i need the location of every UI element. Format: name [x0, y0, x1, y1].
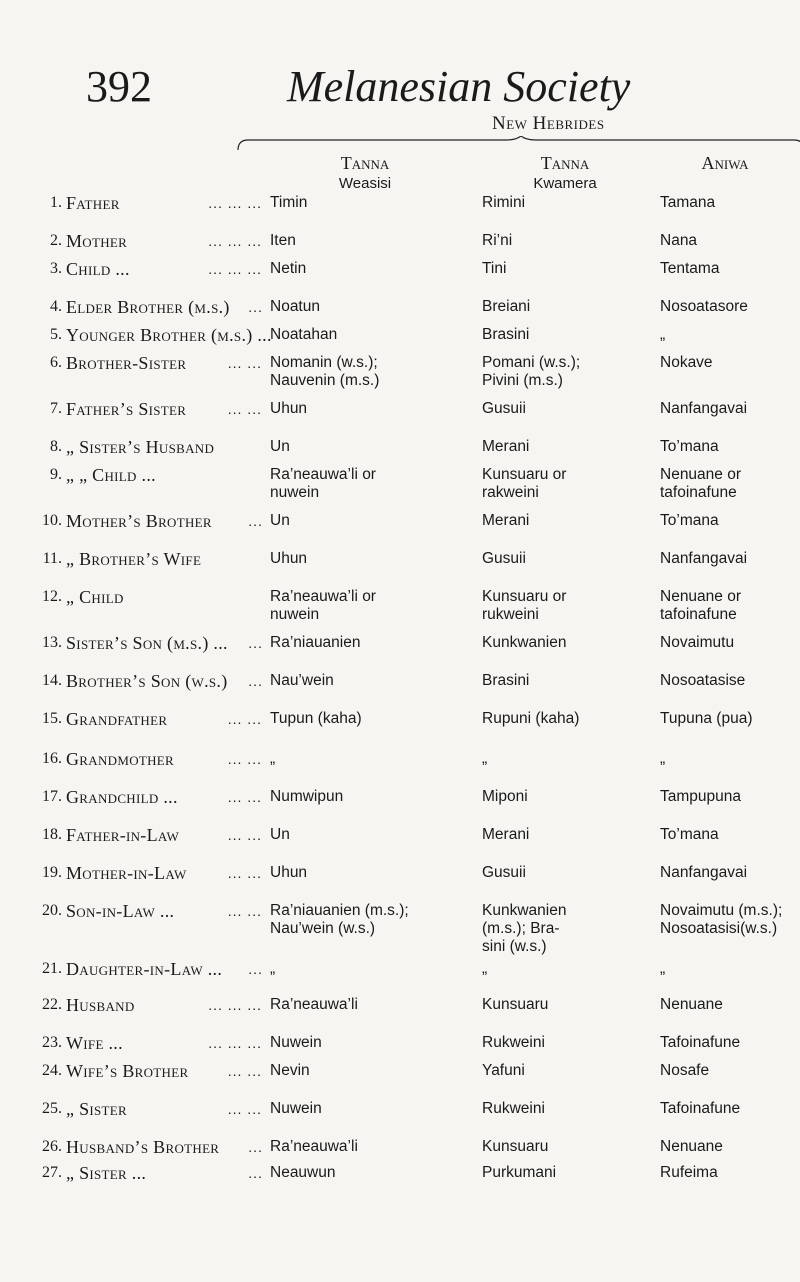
row-number: 22.	[42, 996, 62, 1013]
aniwa-value: Nanfangavai	[660, 400, 748, 417]
tanna-weasisi-value: Ra’neauwa’li or nuwein	[270, 466, 376, 501]
tanna-kwamera-value: Kunkwanien	[482, 634, 567, 651]
leader-dots: ... ...	[227, 865, 262, 881]
row-number: 18.	[42, 826, 62, 843]
tanna-weasisi-value: Netin	[270, 260, 307, 277]
kin-term: Mother-in-Law	[66, 863, 187, 883]
kin-term: Husband	[66, 995, 135, 1015]
row-number: 24.	[42, 1062, 62, 1079]
aniwa-value: „	[660, 960, 666, 977]
kin-term: Wife’s Brother	[66, 1061, 189, 1081]
row-number: 26.	[42, 1138, 62, 1155]
tanna-weasisi-value: Un	[270, 512, 290, 529]
tanna-kwamera-value: Purkumani	[482, 1164, 557, 1181]
tanna-kwamera-value: Merani	[482, 512, 530, 529]
leader-dots: ... ...	[227, 903, 262, 919]
tanna-kwamera-value: Pomani (w.s.); Pivini (m.s.)	[482, 354, 581, 389]
tanna-kwamera-value: Brasini	[482, 672, 530, 689]
leader-dots: ...	[248, 635, 263, 651]
tanna-kwamera-value: Merani	[482, 438, 530, 455]
row-number: 5.	[50, 326, 62, 343]
aniwa-value: „	[660, 326, 666, 343]
leader-dots: ... ... ...	[208, 261, 262, 277]
aniwa-value: Tupuna (pua)	[660, 710, 753, 727]
tanna-kwamera-value: Gusuii	[482, 864, 526, 881]
tanna-weasisi-value: Ra’niauanien	[270, 634, 361, 651]
page-header	[0, 62, 800, 112]
column-head-3: Aniwa	[701, 153, 749, 173]
aniwa-value: Nosoatasore	[660, 298, 748, 315]
aniwa-value: Nosoatasise	[660, 672, 746, 689]
tanna-weasisi-value: Nomanin (w.s.); Nauvenin (m.s.)	[270, 354, 380, 389]
tanna-weasisi-value: Un	[270, 826, 290, 843]
tanna-kwamera-value: Miponi	[482, 788, 528, 805]
row-number: 8.	[50, 438, 62, 455]
kin-term: Daughter-in-Law ...	[66, 959, 223, 979]
leader-dots: ... ... ...	[208, 997, 262, 1013]
row-number: 6.	[50, 354, 62, 371]
kin-term: Child ...	[66, 259, 130, 279]
leader-dots: ... ...	[227, 355, 262, 371]
kin-term: Son-in-Law ...	[66, 901, 175, 921]
tanna-kwamera-value: Kunsuaru	[482, 1138, 549, 1155]
tanna-weasisi-value: Numwipun	[270, 788, 344, 805]
tanna-weasisi-value: Un	[270, 438, 290, 455]
kin-term: Grandchild ...	[66, 787, 178, 807]
kin-term: Younger Brother (m.s.) ...	[66, 325, 272, 345]
kin-term: „ Child	[66, 587, 124, 607]
aniwa-value: Nenuane or tafoinafune	[660, 588, 742, 623]
aniwa-value: Novaimutu (m.s.); Nosoatasisi(w.s.)	[660, 902, 783, 937]
aniwa-value: Tamana	[660, 194, 716, 211]
aniwa-value: Nosafe	[660, 1062, 710, 1079]
leader-dots: ...	[248, 673, 263, 689]
kin-term: „ Sister	[66, 1099, 128, 1119]
row-number: 11.	[42, 550, 62, 567]
kin-term: „ Sister’s Husband	[66, 437, 215, 457]
tanna-kwamera-value: Kunkwanien (m.s.); Bra- sini (w.s.)	[482, 902, 567, 955]
row-number: 25.	[42, 1100, 62, 1117]
tanna-weasisi-value: Ra’neauwa’li	[270, 996, 358, 1013]
tanna-kwamera-value: Rukweini	[482, 1100, 545, 1117]
kin-term: Grandmother	[66, 749, 175, 769]
tanna-kwamera-value: „	[482, 750, 488, 767]
aniwa-value: Nenuane	[660, 996, 723, 1013]
tanna-weasisi-value: Nuwein	[270, 1100, 322, 1117]
leader-dots: ... ...	[227, 711, 262, 727]
leader-dots: ...	[248, 299, 263, 315]
column-subhead-2: Kwamera	[533, 175, 597, 192]
group-heading: New Hebrides	[492, 113, 605, 134]
tanna-kwamera-value: Rukweini	[482, 1034, 545, 1051]
tanna-weasisi-value: Ra’neauwa’li	[270, 1138, 358, 1155]
page-number: 392	[86, 62, 152, 111]
tanna-weasisi-value: Ra’niauanien (m.s.); Nau’wein (w.s.)	[270, 902, 409, 937]
row-number: 19.	[42, 864, 62, 881]
tanna-kwamera-value: Brasini	[482, 326, 530, 343]
kin-term: „ Brother’s Wife	[66, 549, 202, 569]
kin-term: „ „ Child ...	[66, 465, 156, 485]
aniwa-value: Tafoinafune	[660, 1034, 741, 1051]
aniwa-value: Nana	[660, 232, 698, 249]
row-number: 7.	[50, 400, 62, 417]
kin-term: Mother’s Brother	[66, 511, 212, 531]
row-number: 14.	[42, 672, 62, 689]
row-number: 16.	[42, 750, 62, 767]
kin-term: Father’s Sister	[66, 399, 187, 419]
tanna-weasisi-value: Timin	[270, 194, 308, 211]
tanna-kwamera-value: Tini	[482, 260, 507, 277]
row-number: 27.	[42, 1164, 62, 1181]
kin-term: Grandfather	[66, 709, 168, 729]
tanna-kwamera-value: Yafuni	[482, 1062, 525, 1079]
tanna-weasisi-value: Nevin	[270, 1062, 310, 1079]
kin-term: Wife ...	[66, 1033, 123, 1053]
aniwa-value: Tafoinafune	[660, 1100, 741, 1117]
tanna-kwamera-value: Kunsuaru or rakweini	[482, 466, 567, 501]
row-number: 9.	[50, 466, 62, 483]
tanna-weasisi-value: Uhun	[270, 400, 308, 417]
kin-term: Mother	[66, 231, 128, 251]
leader-dots: ...	[248, 1165, 263, 1181]
row-number: 12.	[42, 588, 62, 605]
kin-term: Brother’s Son (w.s.)	[66, 671, 228, 691]
leader-dots: ... ...	[227, 751, 262, 767]
column-head-1: Tanna	[340, 153, 390, 173]
row-number: 3.	[50, 260, 62, 277]
tanna-kwamera-value: Rimini	[482, 194, 526, 211]
leader-dots: ... ...	[227, 1101, 262, 1117]
leader-dots: ... ... ...	[208, 233, 262, 249]
leader-dots: ...	[248, 513, 263, 529]
aniwa-value: Nanfangavai	[660, 864, 748, 881]
kin-term: Father	[66, 193, 120, 213]
row-number: 10.	[42, 512, 62, 529]
aniwa-value: Nokave	[660, 354, 713, 371]
aniwa-value: To’mana	[660, 826, 719, 843]
aniwa-value: Tampupuna	[660, 788, 742, 805]
leader-dots: ... ...	[227, 1063, 262, 1079]
column-subhead-1: Weasisi	[338, 175, 392, 192]
kin-term: Brother-Sister	[66, 353, 187, 373]
aniwa-value: To’mana	[660, 438, 719, 455]
row-number: 4.	[50, 298, 62, 315]
tanna-kwamera-value: Gusuii	[482, 400, 526, 417]
kin-term: Elder Brother (m.s.)	[66, 297, 230, 317]
row-number: 2.	[50, 232, 62, 249]
tanna-kwamera-value: Breiani	[482, 298, 531, 315]
tanna-weasisi-value: Neauwun	[270, 1164, 336, 1181]
group-brace	[236, 136, 800, 152]
aniwa-value: „	[660, 750, 666, 767]
running-title: Melanesian Society	[287, 62, 631, 111]
aniwa-value: Novaimutu	[660, 634, 735, 651]
aniwa-value: Tentama	[660, 260, 720, 277]
aniwa-value: Nenuane	[660, 1138, 723, 1155]
tanna-kwamera-value: Merani	[482, 826, 530, 843]
tanna-kwamera-value: Kunsuaru or rukweini	[482, 588, 567, 623]
row-number: 23.	[42, 1034, 62, 1051]
leader-dots: ...	[248, 961, 263, 977]
tanna-weasisi-value: „	[270, 960, 276, 977]
aniwa-value: Nanfangavai	[660, 550, 748, 567]
row-number: 21.	[42, 960, 62, 977]
row-number: 15.	[42, 710, 62, 727]
tanna-weasisi-value: Nuwein	[270, 1034, 322, 1051]
kin-term: Sister’s Son (m.s.) ...	[66, 633, 228, 653]
tanna-weasisi-value: Uhun	[270, 864, 308, 881]
leader-dots: ... ...	[227, 789, 262, 805]
tanna-kwamera-value: Kunsuaru	[482, 996, 549, 1013]
row-number: 13.	[42, 634, 62, 651]
aniwa-value: Rufeima	[660, 1164, 718, 1181]
tanna-weasisi-value: Noatahan	[270, 326, 338, 343]
row-number: 20.	[42, 902, 62, 919]
column-head-2: Tanna	[540, 153, 590, 173]
leader-dots: ... ... ...	[208, 195, 262, 211]
tanna-kwamera-value: „	[482, 960, 488, 977]
aniwa-value: To’mana	[660, 512, 719, 529]
row-number: 1.	[50, 194, 62, 211]
aniwa-value: Nenuane or tafoinafune	[660, 466, 742, 501]
tanna-weasisi-value: Iten	[270, 232, 296, 249]
leader-dots: ...	[248, 1139, 263, 1155]
tanna-weasisi-value: Uhun	[270, 550, 308, 567]
tanna-weasisi-value: Ra’neauwa’li or nuwein	[270, 588, 376, 623]
tanna-weasisi-value: „	[270, 750, 276, 767]
leader-dots: ... ... ...	[208, 1035, 262, 1051]
kin-term: Father-in-Law	[66, 825, 180, 845]
leader-dots: ... ...	[227, 827, 262, 843]
leader-dots: ... ...	[227, 401, 262, 417]
row-number: 17.	[42, 788, 62, 805]
tanna-weasisi-value: Tupun (kaha)	[270, 710, 362, 727]
tanna-kwamera-value: Gusuii	[482, 550, 526, 567]
tanna-kwamera-value: Rupuni (kaha)	[482, 710, 580, 727]
tanna-kwamera-value: Ri’ni	[482, 232, 513, 249]
kin-term: „ Sister ...	[66, 1163, 147, 1183]
tanna-weasisi-value: Noatun	[270, 298, 320, 315]
kin-term: Husband’s Brother	[66, 1137, 220, 1157]
tanna-weasisi-value: Nau’wein	[270, 672, 334, 689]
